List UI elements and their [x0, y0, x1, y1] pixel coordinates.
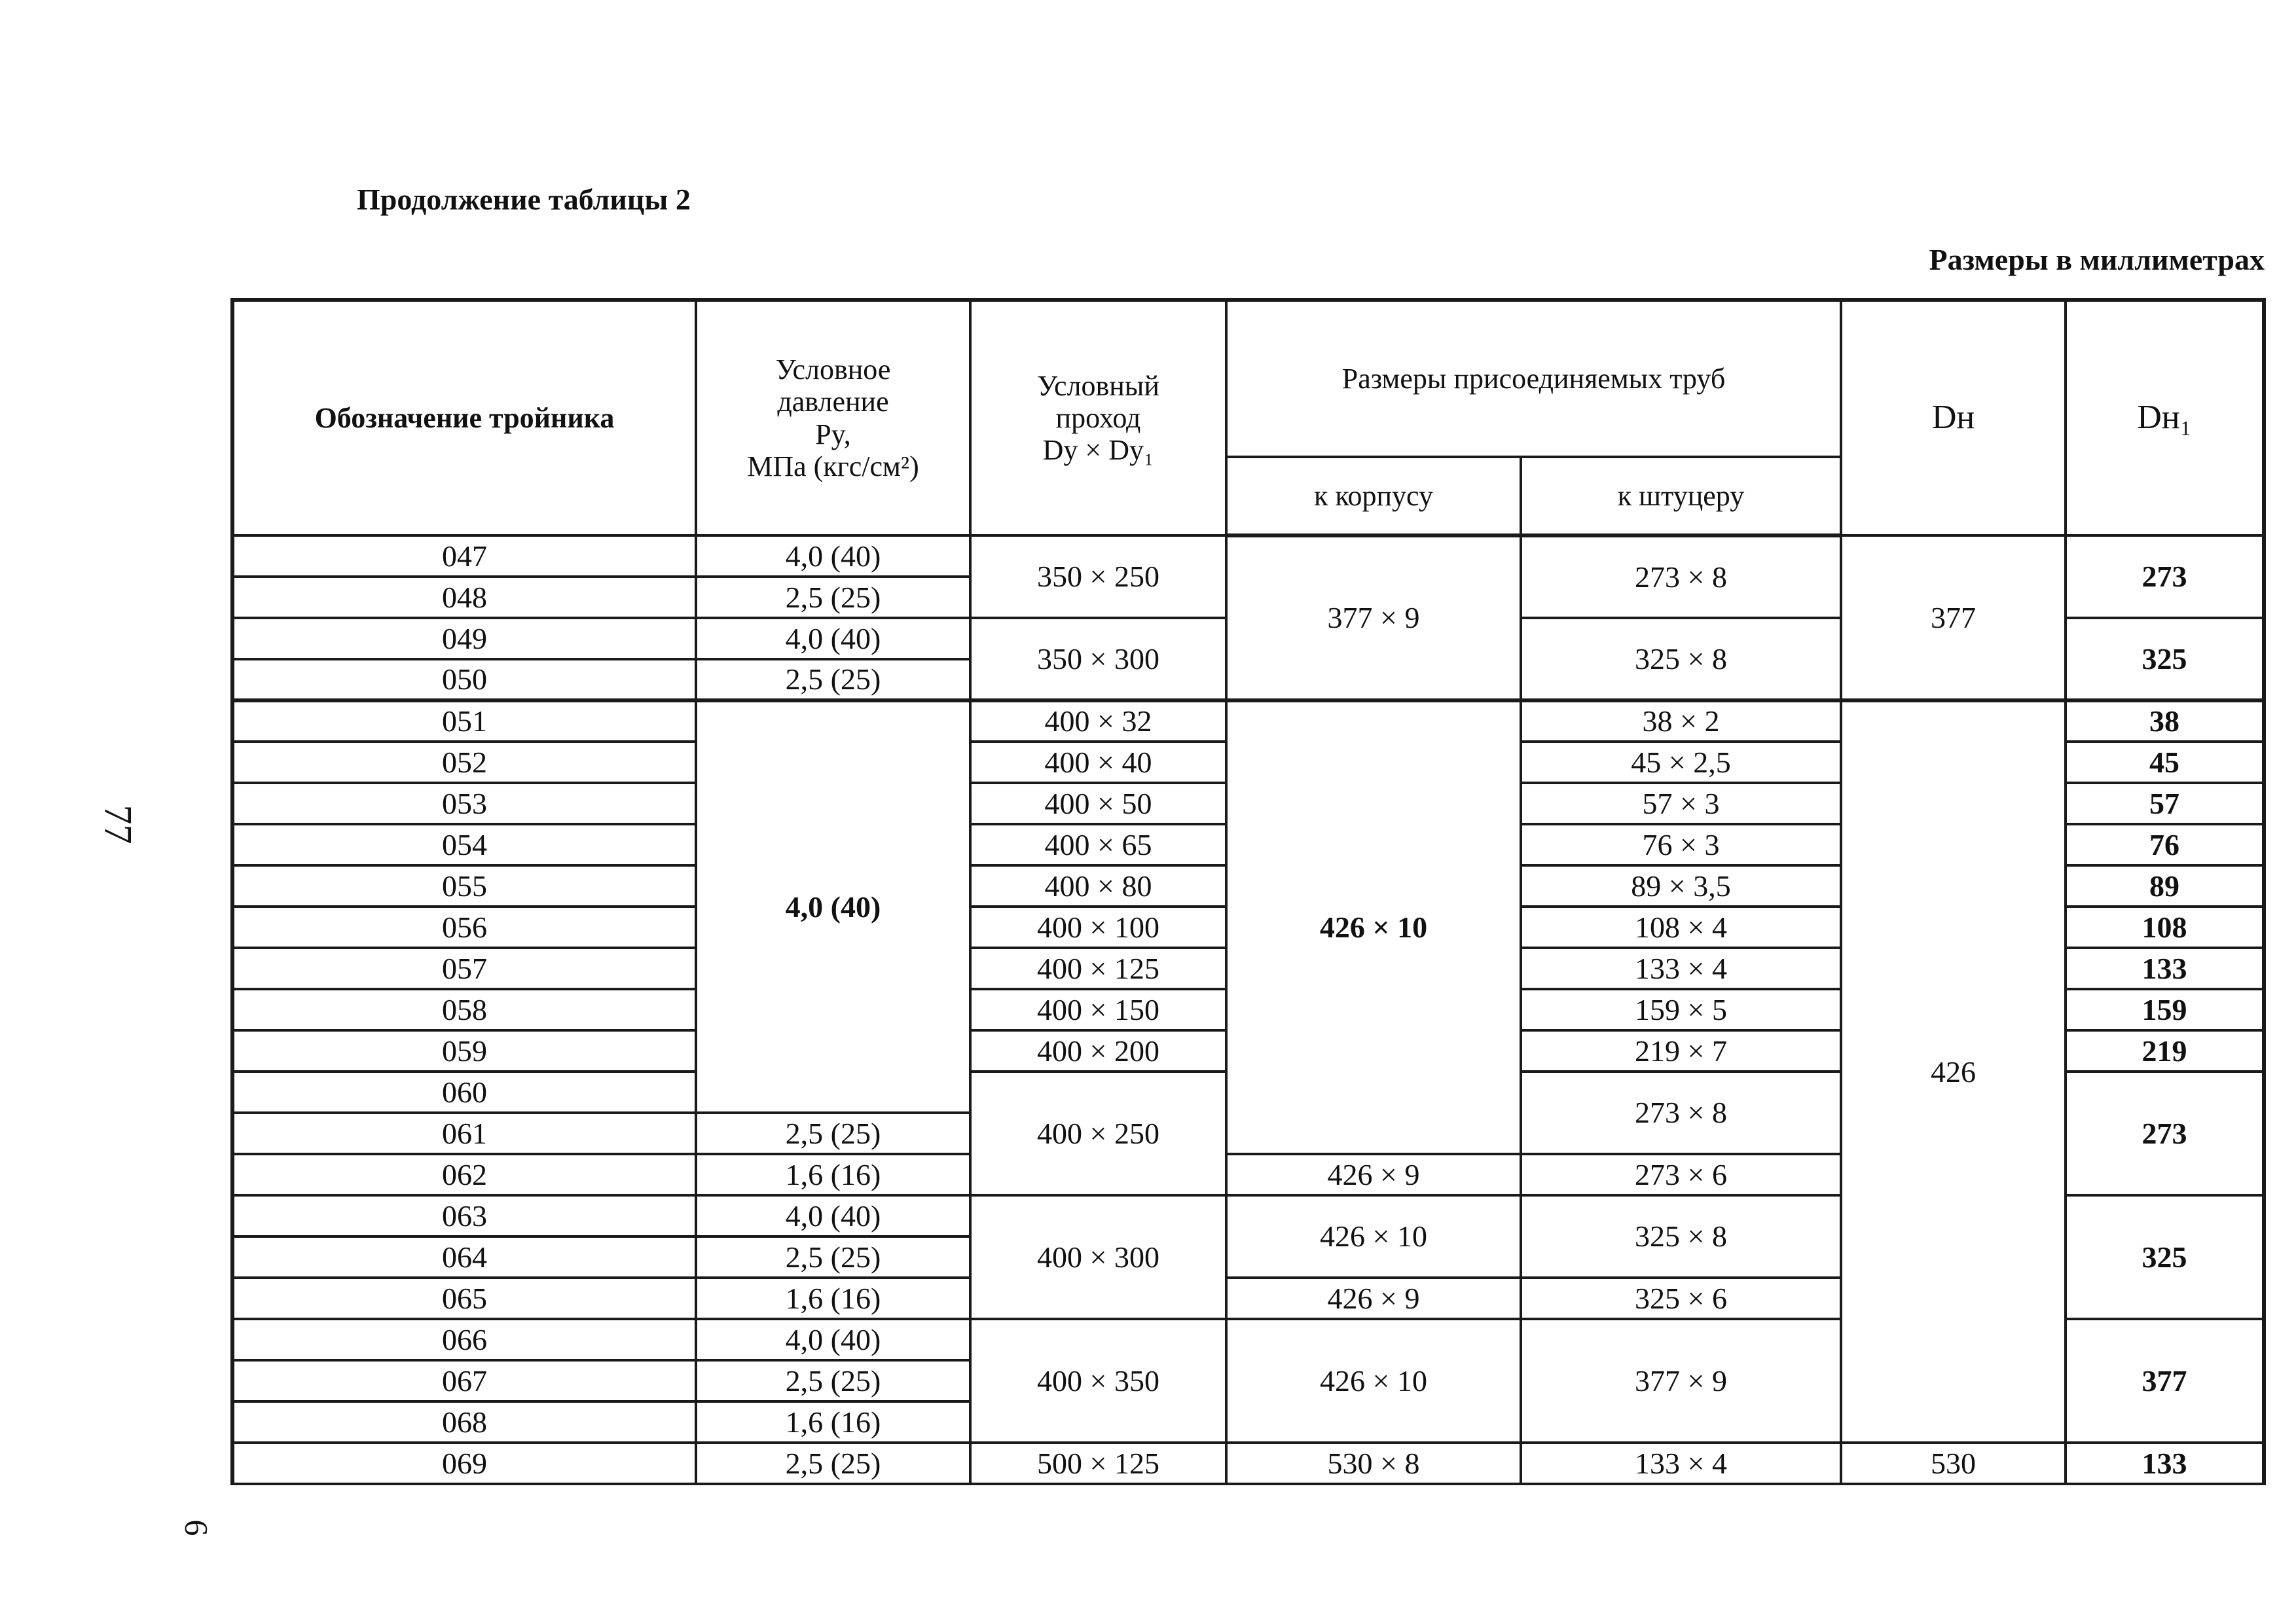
- cell-to-branch: 57 × 3: [1521, 783, 1841, 824]
- header-passage-line2: проход: [1055, 401, 1141, 434]
- cell-dn1: 38: [2066, 700, 2264, 742]
- cell-pressure: 1,6 (16): [696, 1401, 970, 1443]
- cell-pressure: 4,0 (40): [696, 618, 970, 659]
- cell-dn1: 325: [2066, 618, 2264, 700]
- header-dn: Dн: [1841, 300, 2066, 535]
- header-pressure-line2: давление: [777, 386, 889, 418]
- page-number: 77: [96, 804, 140, 844]
- cell-designation: 066: [232, 1319, 696, 1360]
- cell-passage: 350 × 250: [970, 535, 1226, 618]
- cell-dn: 377: [1841, 535, 2066, 700]
- cell-pressure: 2,5 (25): [696, 1360, 970, 1401]
- cell-passage: 500 × 125: [970, 1443, 1226, 1484]
- cell-designation: 050: [232, 659, 696, 700]
- cell-to-branch: 273 × 8: [1521, 1072, 1841, 1154]
- cell-designation: 054: [232, 824, 696, 865]
- tee-dimensions-table: [230, 298, 2266, 1485]
- header-to-body: к корпусу: [1226, 457, 1521, 535]
- cell-designation: 059: [232, 1030, 696, 1072]
- cell-designation: 067: [232, 1360, 696, 1401]
- header-dn1: Dн₁: [2066, 300, 2264, 535]
- cell-dn1: 273: [2066, 1072, 2264, 1195]
- margin-mark: 6: [178, 1519, 215, 1536]
- cell-designation: 047: [232, 535, 696, 577]
- cell-passage: 400 × 150: [970, 989, 1226, 1030]
- cell-designation: 061: [232, 1113, 696, 1154]
- cell-to-branch: 133 × 4: [1521, 1443, 1841, 1484]
- cell-designation: 056: [232, 907, 696, 948]
- cell-passage: 400 × 50: [970, 783, 1226, 824]
- cell-passage: 400 × 250: [970, 1072, 1226, 1195]
- cell-to-branch: 273 × 8: [1521, 535, 1841, 618]
- cell-pressure: 4,0 (40): [696, 700, 970, 1113]
- cell-pressure: 2,5 (25): [696, 577, 970, 618]
- cell-dn1: 219: [2066, 1030, 2264, 1072]
- cell-to-branch: 38 × 2: [1521, 700, 1841, 742]
- cell-dn1: 108: [2066, 907, 2264, 948]
- cell-designation: 065: [232, 1278, 696, 1319]
- cell-dn1: 377: [2066, 1319, 2264, 1443]
- cell-to-branch: 133 × 4: [1521, 948, 1841, 989]
- cell-passage: 400 × 200: [970, 1030, 1226, 1072]
- cell-passage: 400 × 40: [970, 742, 1226, 783]
- cell-to-body: 426 × 10: [1226, 1319, 1521, 1443]
- table-continuation-title: Продолжение таблицы 2: [357, 183, 691, 216]
- cell-to-body: 426 × 9: [1226, 1278, 1521, 1319]
- cell-pressure: 4,0 (40): [696, 1195, 970, 1236]
- cell-designation: 049: [232, 618, 696, 659]
- cell-passage: 400 × 80: [970, 865, 1226, 907]
- cell-passage: 400 × 100: [970, 907, 1226, 948]
- cell-designation: 060: [232, 1072, 696, 1113]
- cell-pressure: 2,5 (25): [696, 1236, 970, 1278]
- cell-dn1: 133: [2066, 948, 2264, 989]
- units-note: Размеры в миллиметрах: [1929, 243, 2265, 276]
- cell-to-branch: 325 × 6: [1521, 1278, 1841, 1319]
- cell-dn1: 159: [2066, 989, 2264, 1030]
- cell-to-body: 426 × 10: [1226, 1195, 1521, 1278]
- cell-passage: 350 × 300: [970, 618, 1226, 700]
- cell-designation: 057: [232, 948, 696, 989]
- cell-dn1: 76: [2066, 824, 2264, 865]
- cell-dn: 530: [1841, 1443, 2066, 1484]
- cell-passage: 400 × 65: [970, 824, 1226, 865]
- cell-to-body: 530 × 8: [1226, 1443, 1521, 1484]
- cell-passage: 400 × 125: [970, 948, 1226, 989]
- cell-designation: 055: [232, 865, 696, 907]
- cell-to-branch: 325 × 8: [1521, 618, 1841, 700]
- cell-dn1: 57: [2066, 783, 2264, 824]
- cell-to-branch: 219 × 7: [1521, 1030, 1841, 1072]
- cell-dn1: 133: [2066, 1443, 2264, 1484]
- cell-dn1: 45: [2066, 742, 2264, 783]
- cell-pressure: 4,0 (40): [696, 1319, 970, 1360]
- cell-to-branch: 377 × 9: [1521, 1319, 1841, 1443]
- cell-designation: 058: [232, 989, 696, 1030]
- cell-to-body: 377 × 9: [1226, 535, 1521, 700]
- header-designation: Обозначение тройника: [232, 300, 696, 535]
- header-pipes: Размеры присоединяемых труб: [1226, 300, 1841, 457]
- cell-dn: 426: [1841, 700, 2066, 1443]
- cell-designation: 063: [232, 1195, 696, 1236]
- cell-pressure: 1,6 (16): [696, 1278, 970, 1319]
- cell-pressure: 2,5 (25): [696, 1113, 970, 1154]
- header-pressure-line3: Py,: [815, 418, 851, 450]
- cell-pressure: 4,0 (40): [696, 535, 970, 577]
- cell-to-branch: 76 × 3: [1521, 824, 1841, 865]
- cell-passage: 400 × 300: [970, 1195, 1226, 1319]
- cell-to-branch: 273 × 6: [1521, 1154, 1841, 1195]
- cell-to-branch: 89 × 3,5: [1521, 865, 1841, 907]
- header-passage-line1: Условный: [1037, 369, 1159, 402]
- cell-designation: 064: [232, 1236, 696, 1278]
- cell-designation: 052: [232, 742, 696, 783]
- cell-passage: 400 × 32: [970, 700, 1226, 742]
- cell-to-body: 426 × 10: [1226, 700, 1521, 1154]
- cell-to-branch: 159 × 5: [1521, 989, 1841, 1030]
- cell-dn1: 273: [2066, 535, 2264, 618]
- cell-to-branch: 325 × 8: [1521, 1195, 1841, 1278]
- header-passage-line3: Dy × Dy₁: [1042, 434, 1154, 467]
- cell-designation: 062: [232, 1154, 696, 1195]
- cell-designation: 068: [232, 1401, 696, 1443]
- header-pressure-line4: МПа (кгс/см²): [747, 450, 919, 482]
- cell-designation: 051: [232, 700, 696, 742]
- cell-to-body: 426 × 9: [1226, 1154, 1521, 1195]
- cell-pressure: 1,6 (16): [696, 1154, 970, 1195]
- cell-to-branch: 108 × 4: [1521, 907, 1841, 948]
- header-passage: [970, 300, 1226, 535]
- header-pressure-line1: Условное: [775, 353, 891, 386]
- cell-pressure: 2,5 (25): [696, 1443, 970, 1484]
- cell-designation: 053: [232, 783, 696, 824]
- cell-dn1: 89: [2066, 865, 2264, 907]
- cell-designation: 069: [232, 1443, 696, 1484]
- cell-passage: 400 × 350: [970, 1319, 1226, 1443]
- cell-pressure: 2,5 (25): [696, 659, 970, 700]
- cell-designation: 048: [232, 577, 696, 618]
- header-pressure: [696, 300, 970, 535]
- header-to-branch: к штуцеру: [1521, 457, 1841, 535]
- cell-dn1: 325: [2066, 1195, 2264, 1319]
- cell-to-branch: 45 × 2,5: [1521, 742, 1841, 783]
